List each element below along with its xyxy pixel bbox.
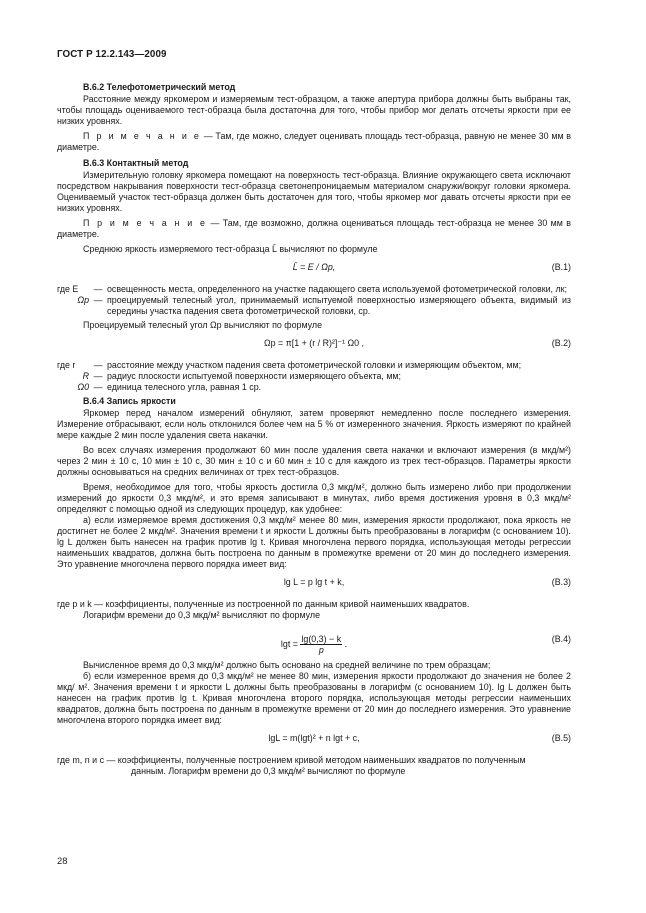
formula-b1-number: (B.1) — [551, 262, 571, 272]
definition-text: освещенность места, определенного на участке падающего света используемой фотометрической головки, лк; — [107, 284, 568, 294]
formula-b4-end: . — [344, 638, 348, 649]
page-number: 28 — [57, 855, 68, 866]
note-label: П р и м е ч а н и е — [83, 131, 202, 141]
formula-b3 — [57, 575, 571, 593]
section-b64-paragraph-6: Вычисленное время до 0,3 мкд/м² должно быть основано на средней величине по трем образцам; — [83, 660, 491, 670]
formula-b2-definitions — [57, 360, 571, 393]
definition-symbol: R — [82, 371, 89, 381]
formula-b5-number: (B.5) — [551, 733, 571, 743]
definition-row — [57, 360, 571, 371]
section-b63-paragraph-3: Проецируемый телесный угол Ωp вычисляют по формуле — [83, 320, 323, 330]
definition-row — [57, 371, 571, 382]
formula-b4 — [57, 626, 571, 654]
formula-b1-expression: L̄ = E / Ωp, — [292, 262, 336, 272]
definition-text: расстояние между участком падения света фотометрической головки и измеряющим объектом, мм; — [107, 360, 522, 370]
definition-text: радиус плоскости испытуемой поверхности измеряющего объекта, мм; — [107, 371, 401, 381]
definition-symbol: Ω0 — [77, 382, 89, 392]
section-b63-note — [57, 218, 571, 240]
section-b64-paragraph-2: Во всех случаях измерения продолжают 60 мин после удаления света накачки и включают измерения (в мкд/м²) через 2 мин ± 10 с, 10 мин ± 10 с, 30 мин ± 10 с и 60 мин ± 10 с для каждого из трех тест-образцов. Параметры яркости должны основываться на средних величинах от трех тест-образцов. — [57, 445, 571, 477]
formula-b1-definitions — [57, 284, 571, 317]
definition-row — [57, 284, 571, 295]
section-b64-paragraph-7: б) если измеренное время до 0,3 мкд/м² не менее 80 мин, измерения яркости продолжают до значения не более 2 мкд/ м². Значения времени t и яркости L должны быть преобразованы в логарифм (с основанием 10). lg L должен быть нанесен на график против lg t. Кривая многочлена второго порядка, использующая методы регрессии наименьших квадратов, должна быть построена по данным в промежутке времени от 20 мин до последнего измерения. Это уравнение многочлена второго порядка имеет вид: — [57, 671, 571, 725]
document-header: ГОСТ Р 12.2.143—2009 — [57, 49, 167, 60]
definition-symbol: Ωp — [77, 295, 89, 305]
formula-b4-left: lgt = — [280, 638, 298, 649]
definition-text: единица телесного угла, равная 1 ср. — [107, 382, 262, 392]
formula-b4-expression — [57, 634, 571, 655]
section-b64-paragraph-5: Логарифм времени до 0,3 мкд/м² вычисляют по формуле — [83, 610, 321, 620]
formula-b4-fraction — [300, 634, 342, 655]
formula-b3-expression: lg L = p lg t + k, — [283, 577, 345, 587]
section-b64-paragraph-4: а) если измеряемое время достижения 0,3 мкд/м² менее 80 мин, измерения яркости продолжают, пока яркость не достигнет не более 2 мкд/м². Значения времени t и яркости L должны быть преобразованы в логарифм (с основанием 10). lg L должен быть нанесен на график против lg t. Кривая многочлена первого порядка, использующая методы регрессии наименьших квадратов, должна быть построена по данным в промежутке времени от 20 мин до последнего измерения. Это уравнение многочлена первого порядка имеет вид: — [57, 515, 571, 569]
definition-dash: — — [93, 284, 103, 294]
definition-dash: — — [93, 295, 103, 305]
formula-b3-definition: где p и k — коэффициенты, полученные из построенной по данным кривой наименьших квадратов. — [57, 599, 470, 609]
section-b62-note — [57, 131, 571, 153]
definition-symbol: где r — [57, 360, 76, 370]
section-b63-paragraph: Измерительную головку яркомера помещают на поверхность тест-образца. Влияние окружающего света исключают посредством накрывания поверхности тест-образца светонепроницаемым материалом снаружи/вокруг головки яркомера. Оцениваемый участок тест-образца должен быть достаточен для того, чтобы яркомер мог давать отсчеты яркости при ее низких уровнях. — [57, 170, 571, 213]
formula-b5 — [57, 731, 571, 749]
note-text: — Там, где можно, следует оценивать площадь тест-образца, равную не менее 30 мм в диаметре. — [57, 131, 572, 152]
section-b64-paragraph-1: Яркомер перед началом измерений обнуляют, затем проверяют немедленно после последнего измерения. Измерение отбрасывают, если ноль отклонился более чем на 5 % от измеренного значения. Яркость измеряют по крайней мере каждые 2 мин после удаления света накачки. — [57, 408, 571, 440]
document-body — [57, 77, 571, 777]
section-b62-title: B.6.2 Телефотометрический метод — [83, 82, 236, 92]
section-b62-paragraph: Расстояние между яркомером и измеряемым тест-образцом, а также апертура прибора должны быть выбраны так, чтобы площадь оцениваемого тест-образца была достаточна для того, чтобы прибор мог делать отсчеты яркости при ее низких уровнях. — [57, 94, 571, 126]
section-b63-paragraph-2: Среднюю яркость измеряемого тест-образца L̄ вычисляют по формуле — [83, 244, 378, 254]
section-b63-title: B.6.3 Контактный метод — [83, 158, 189, 168]
formula-b5-definition: где m, n и c — коэффициенты, полученные построением кривой методом наименьших квадратов по полученным — [57, 755, 526, 765]
formula-b2-number: (B.2) — [551, 338, 571, 348]
formula-b1 — [57, 260, 571, 278]
definition-symbol: где E — [57, 284, 79, 294]
formula-b4-denominator: p — [318, 645, 324, 655]
definition-row — [57, 382, 571, 393]
note-text: — Там, где возможно, должна оцениваться площадь тест-образца не менее 30 мм в диаметре. — [57, 218, 571, 239]
section-b64-title: B.6.4 Запись яркости — [83, 396, 176, 406]
formula-b4-number: (B.4) — [551, 634, 571, 644]
note-label: П р и м е ч а н и е — [83, 218, 208, 228]
formula-b2-expression: Ωp = π[1 + (r / R)²]⁻¹ Ω0 , — [263, 338, 365, 348]
section-b64-paragraph-3: Время, необходимое для того, чтобы яркость достигла 0,3 мкд/м², должно быть измерено либо при продолжении измерений до яркости 0,3 мкд/м², и это время записывают в минутах, либо время достижения уровня в 0,3 мкд/м² определяют с помощью одной из следующих процедур, как удобнее: — [57, 482, 571, 514]
definition-dash: — — [93, 382, 103, 392]
definition-dash: — — [93, 371, 103, 381]
formula-b5-expression: lgL = m(lgt)² + n lgt + c, — [268, 733, 360, 743]
definition-text: проецируемый телесный угол, принимаемый испытуемой поверхностью измеряющего объекта, видимый из середины участка падения света фотометрической головки, ср. — [107, 295, 571, 316]
formula-b3-number: (B.3) — [551, 577, 571, 587]
definition-row — [57, 295, 571, 317]
formula-b2 — [57, 336, 571, 354]
definition-dash: — — [93, 360, 103, 370]
formula-b4-numerator: lg(0,3) − k — [301, 634, 342, 644]
formula-b5-definition-continued: данным. Логарифм времени до 0,3 мкд/м² вычисляют по формуле — [131, 766, 406, 776]
